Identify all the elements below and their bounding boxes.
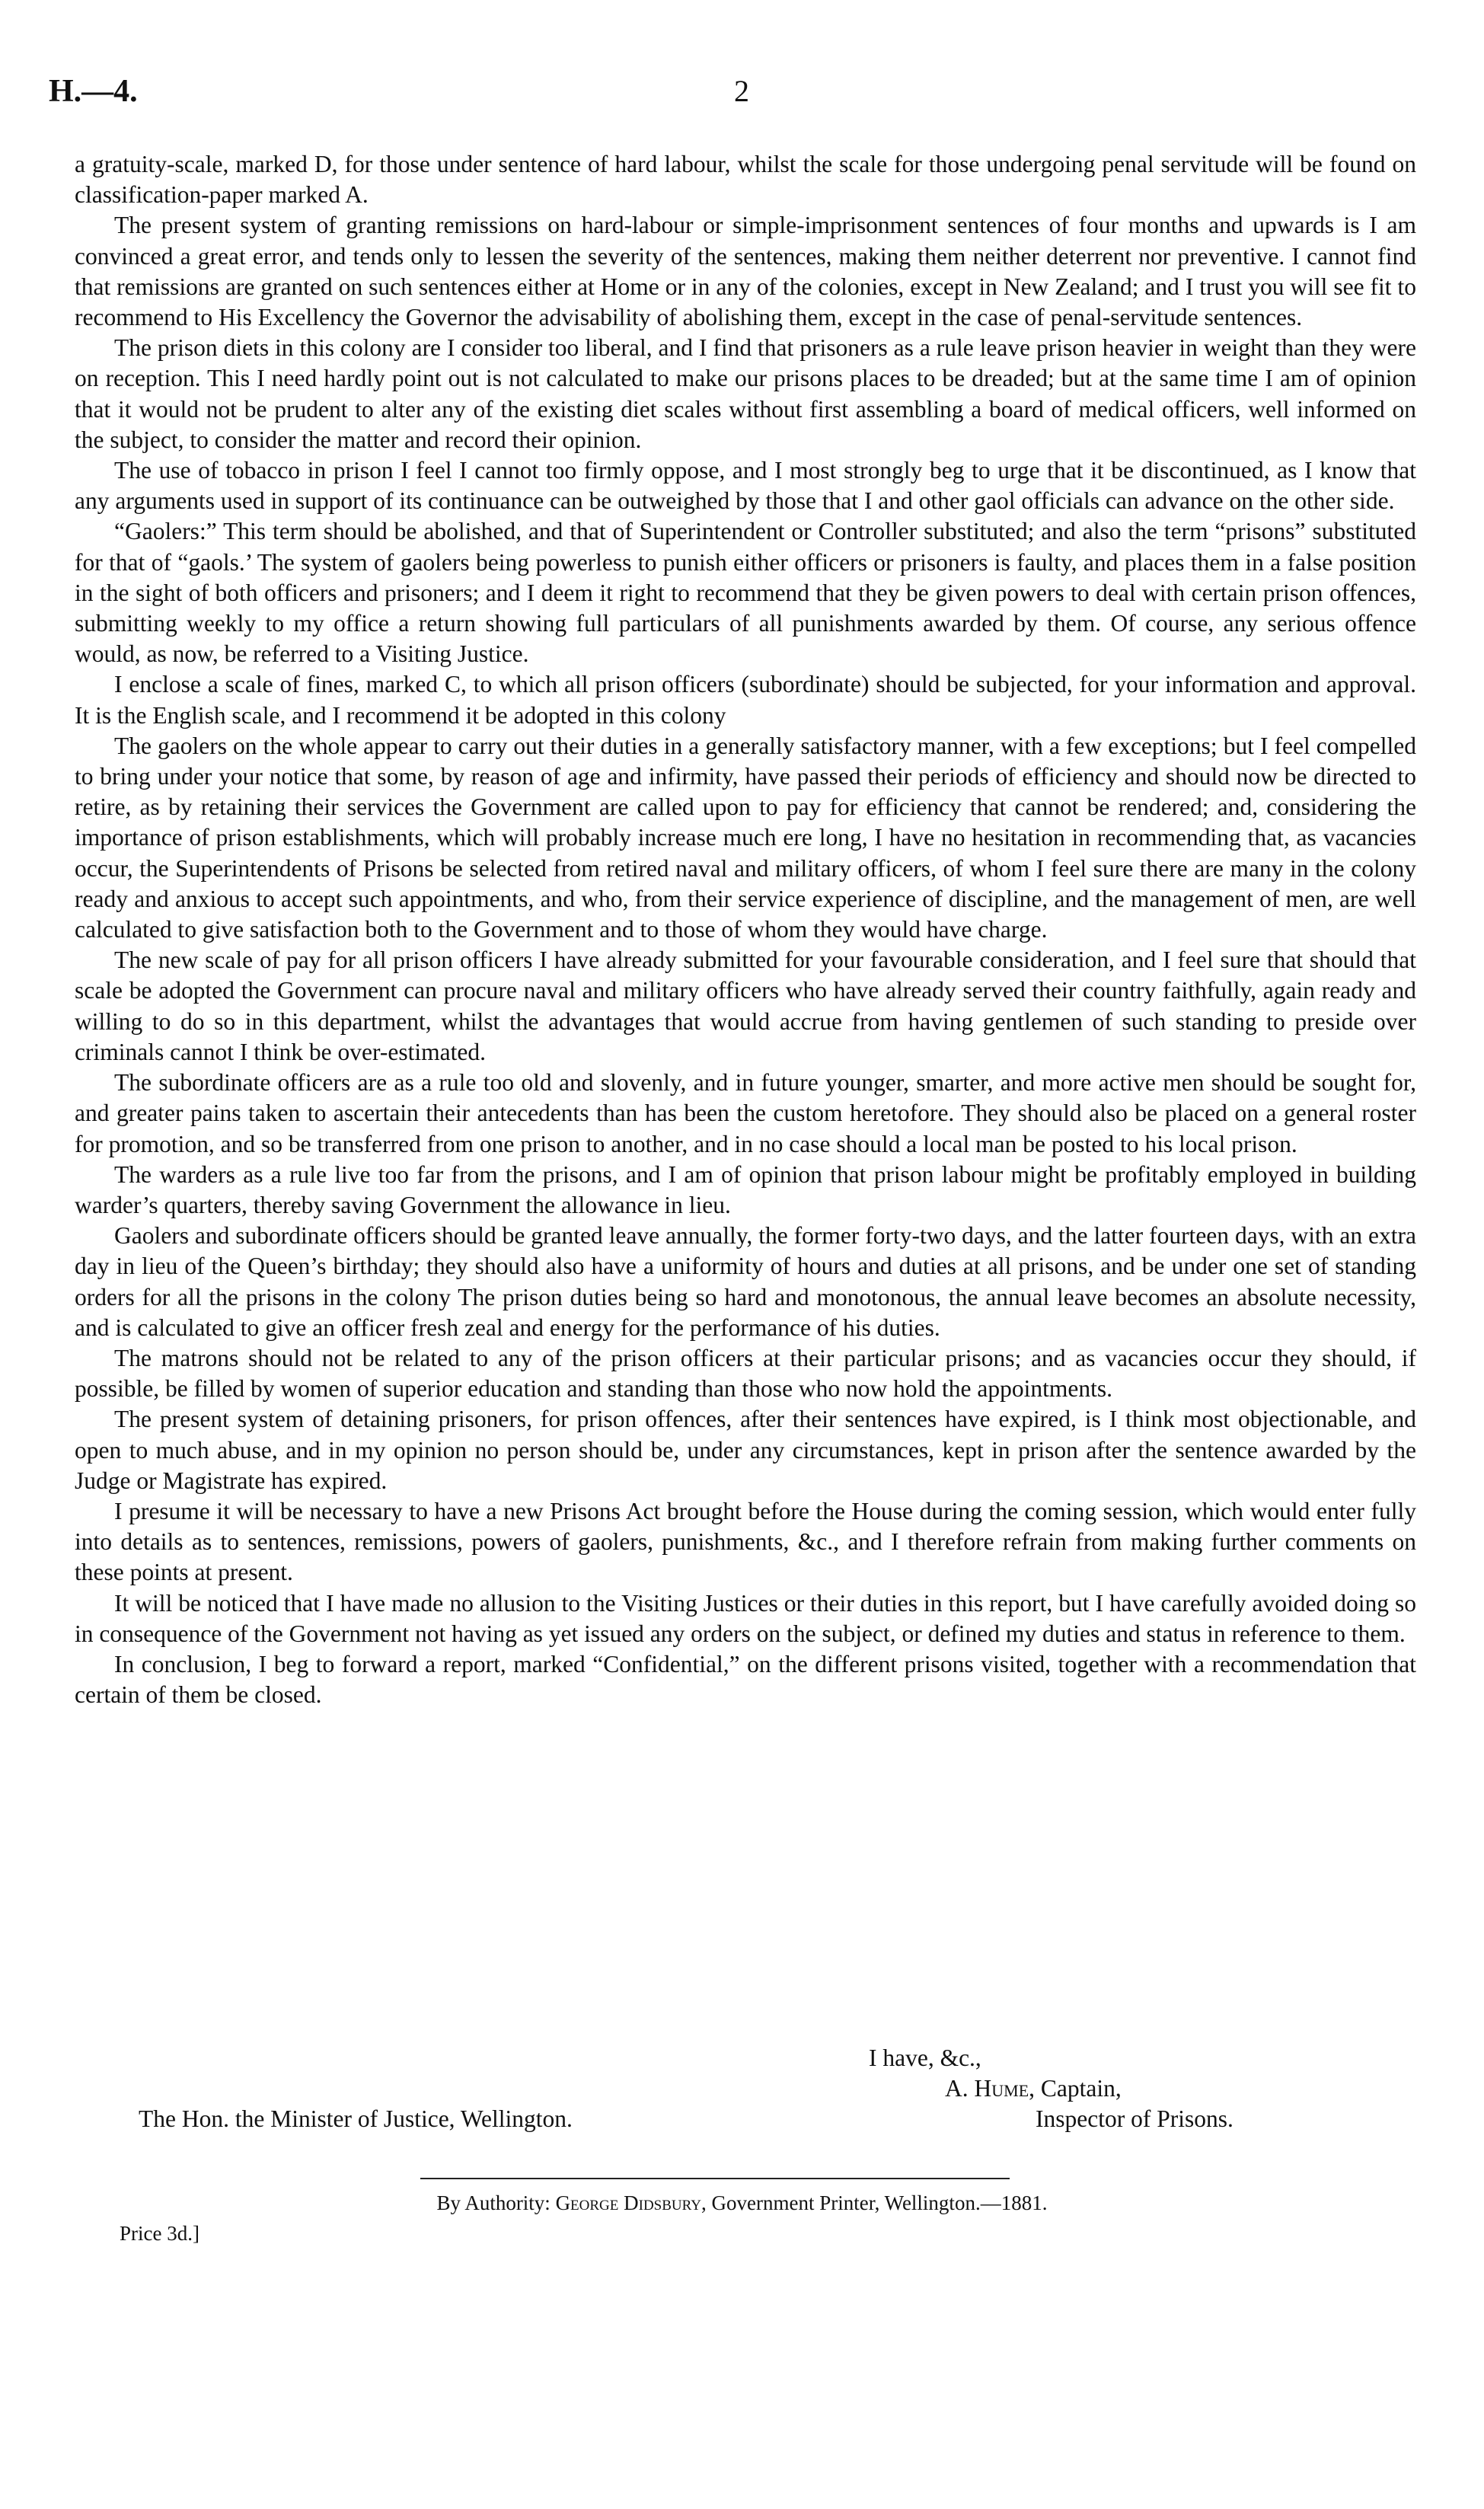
document-reference: H.—4. [49, 74, 138, 109]
printer-name: George Didsbury [555, 2191, 701, 2214]
paragraph: The present system of granting remissions on hard-labour or simple-imprisonment sentences of four months and upwards is I am convinced a great error, and tends only to lessen the severity of the sentences, making them neither deterrent nor preventive. I cannot find that remissions are granted on such sentences either at Home or in any of the colonies, except in New Zealand; and I trust you will see fit to recommend to His Excellency the Governor the advisability of abolishing them, except in the case of penal-servitude sentences. [75, 212, 1416, 331]
imprint-prefix: By Authority: [436, 2191, 556, 2214]
page-number: 2 [734, 74, 749, 108]
paragraph: Gaolers and subordinate officers should be granted leave annually, the former forty-two days, and the latter fourteen days, with an extra day in lieu of the Queen’s birthday; they should also have a uniformity of hours and duties at all prisons, and be under one set of standing orders for all the prisons in the colony The prison duties being so hard and monotonous, the annual leave becomes an absolute necessity, and is calculated to give an officer fresh zeal and energy for the performance of his duties. [75, 1222, 1416, 1341]
paragraph: I presume it will be necessary to have a new Prisons Act brought before the House during the coming session, which would enter fully into details as to sentences, remissions, powers of gaolers, punishments, &c., and I therefore refrain from making further comments on these points at present. [75, 1497, 1416, 1586]
paragraph: It will be noticed that I have made no allusion to the Visiting Justices or their duties in this report, but I have carefully avoided doing so in consequence of the Government not having as yet issued any orders on the subject, or defined my duties and status in reference to them. [75, 1589, 1416, 1647]
paragraph: I enclose a scale of fines, marked C, to which all prison officers (subordinate) should be subjected, for your information and approval. It is the English scale, and I recommend it be adopted in this colony [75, 671, 1416, 729]
paragraph: The use of tobacco in prison I feel I cannot too firmly oppose, and I most strongly beg to urge that it be discontinued, as I know that any arguments used in support of its continuance can be outweighed by those that I and other gaol officials can advance on the other side. [75, 457, 1416, 515]
closing-salutation: I have, &c., [869, 2045, 981, 2071]
closing-block [75, 2043, 1416, 2135]
paragraph: The warders as a rule live too far from the prisons, and I am of opinion that prison labour might be profitably employed in building warder’s quarters, thereby saving Government the allowance in lieu. [75, 1160, 1416, 1218]
report-body [75, 149, 1416, 1710]
paragraph: The prison diets in this colony are I consider too liberal, and I find that prisoners as a rule leave prison heavier in weight than they were on reception. This I need hardly point out is not calculated to make our prisons places to be dreaded; but at the same time I am of opinion that it would not be prudent to alter any of the existing diet scales without first assembling a board of medical officers, well informed on the subject, to consider the matter and record their opinion. [75, 334, 1416, 453]
paragraph: The new scale of pay for all prison officers I have already submitted for your favourable consideration, and I feel sure that should that scale be adopted the Government can procure naval and military officers who have already served their country faithfully, again ready and willing to do so in this department, whilst the advantages that would accrue from having gentlemen of such standing to preside over criminals cannot I think be over-estimated. [75, 946, 1416, 1065]
printer-imprint [0, 2191, 1484, 2215]
paragraph: “Gaolers:” This term should be abolished, and that of Superintendent or Controller substituted; and also the term “prisons” substituted for that of “gaols.’ The system of gaolers being powerless to punish either officers or prisoners is faulty, and places them in a false position in the sight of both officers and prisoners; and I deem it right to recommend that they be given powers to deal with certain prison offences, submitting weekly to my office a return showing full particulars of all punishments awarded by them. Of course, any serious offence would, as now, be referred to a Visiting Justice. [75, 518, 1416, 668]
paragraph: The matrons should not be related to any of the prison officers at their particular prisons; and as vacancies occur they should, if possible, be filled by women of superior education and standing than those who now hold the appointments. [75, 1344, 1416, 1403]
signature-name: Hume [974, 2075, 1029, 2102]
signatory-role: Inspector of Prisons. [1036, 2105, 1233, 2133]
price-note: Price 3d.] [120, 2222, 199, 2245]
paragraph: In conclusion, I beg to forward a report, marked “Confidential,” on the different prisons visited, together with a recommendation that certain of them be closed. [75, 1650, 1416, 1709]
signature-initial: A. [945, 2075, 969, 2102]
signature [945, 2073, 1122, 2104]
footer-divider [420, 2178, 1010, 2179]
signature-rank: , Captain, [1029, 2075, 1122, 2102]
paragraph: The gaolers on the whole appear to carry out their duties in a generally satisfactory manner, with a few exceptions; but I feel compelled to bring under your notice that some, by reason of age and infirmity, have passed their periods of efficiency and should now be directed to retire, as by retaining their services the Government are called upon to pay for efficiency that cannot be rendered; and, considering the importance of prison establishments, which will probably increase much ere long, I have no hesitation in recommending that, as vacancies occur, the Superintendents of Prisons be selected from retired naval and military officers, of whom I feel sure there are many in the colony ready and anxious to accept such appointments, and who, from their service experience of discipline, and the management of men, are well calculated to give satisfaction both to the Government and to those of whom they would have charge. [75, 732, 1416, 943]
imprint-suffix: , Government Printer, Wellington.—1881. [701, 2191, 1048, 2214]
paragraph: a gratuity-scale, marked D, for those under sentence of hard labour, whilst the scale for those undergoing penal servitude will be found on classification-paper marked A. [75, 151, 1416, 209]
paragraph: The subordinate officers are as a rule too old and slovenly, and in future younger, smarter, and more active men should be sought for, and greater pains taken to ascertain their antecedents than has been the custom heretofore. They should also be placed on a general roster for promotion, and so be transferred from one prison to another, and in no case should a local man be posted to his local prison. [75, 1069, 1416, 1157]
page-header [49, 73, 1435, 119]
addressee: The Hon. the Minister of Justice, Wellington. [139, 2105, 573, 2133]
paragraph: The present system of detaining prisoners, for prison offences, after their sentences have expired, is I think most objectionable, and open to much abuse, and in my opinion no person should be, under any circumstances, kept in prison after the sentence awarded by the Judge or Magistrate has expired. [75, 1406, 1416, 1494]
